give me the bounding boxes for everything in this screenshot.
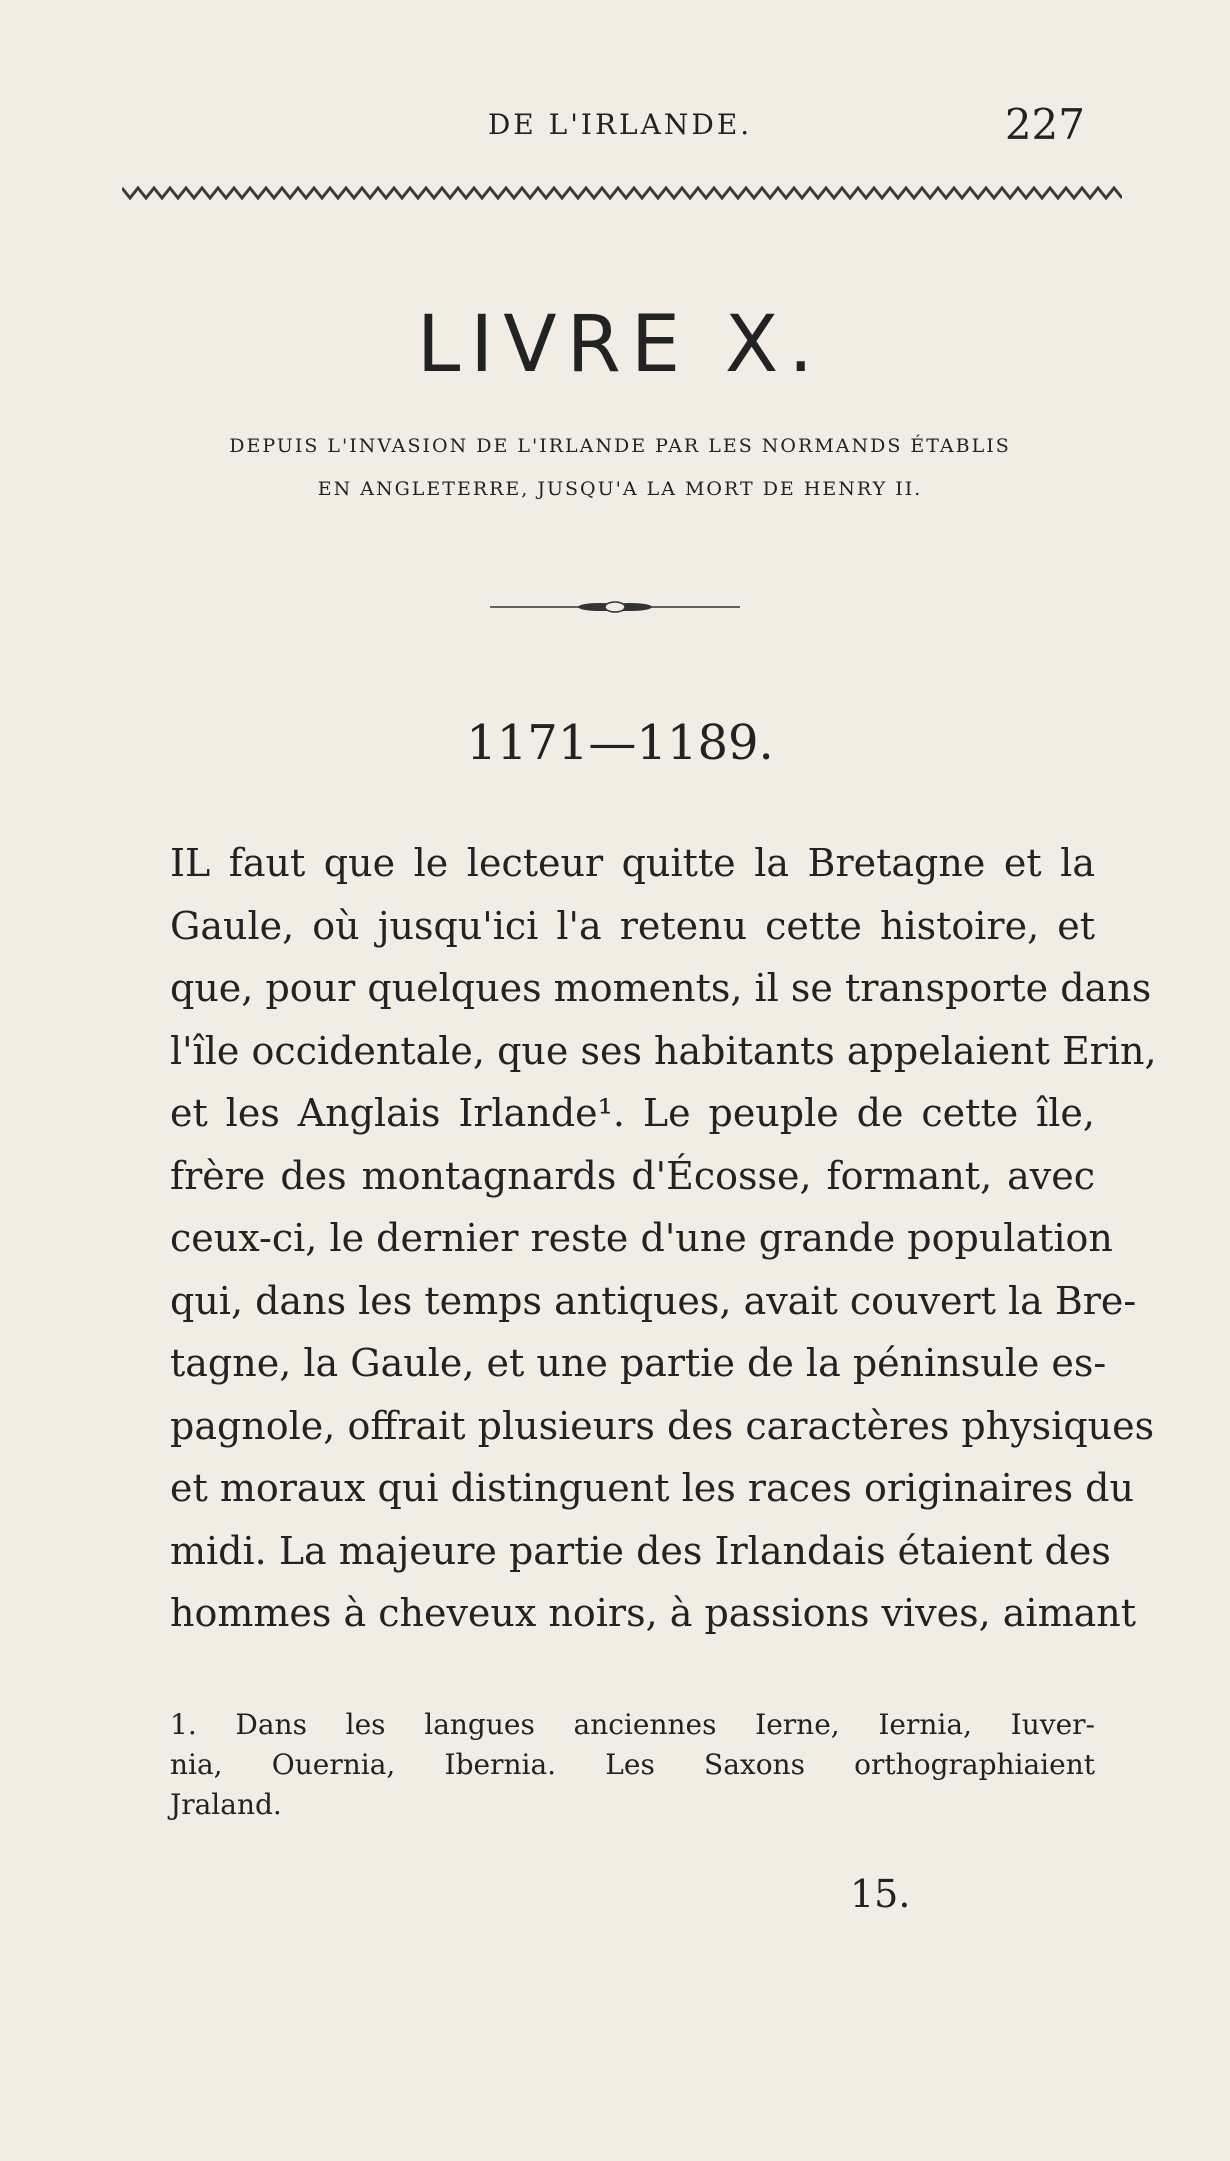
book-subtitle-line2: EN ANGLETERRE, JUSQU'A LA MORT DE HENRY II. [317, 478, 923, 500]
paragraph-line: IL faut que le lecteur quitte la Bretagne et la [170, 841, 1095, 885]
footnote-line: nia, Ouernia, Ibernia. Les Saxons orthographiaient [170, 1748, 1095, 1781]
book-subtitle-line1: DEPUIS L'INVASION DE L'IRLANDE PAR LES NORMANDS ÉTABLIS [229, 435, 1011, 457]
footnote-line: 1. Dans les langues anciennes Ierne, Iernia, Iuver- [170, 1708, 1095, 1741]
footnote [170, 1705, 1095, 1825]
paragraph-line: et les Anglais Irlande¹. Le peuple de cette île, [170, 1091, 1095, 1135]
footnote-line: Jraland. [170, 1788, 282, 1821]
paragraph-line: hommes à cheveux noirs, à passions vives, aimant [170, 1591, 1137, 1635]
book-title: LIVRE X. [416, 300, 824, 390]
paragraph-line: qui, dans les temps antiques, avait couvert la Bre- [170, 1278, 1137, 1323]
paragraph-line: Gaule, où jusqu'ici l'a retenu cette histoire, et [170, 903, 1095, 948]
page-number: 227 [1004, 100, 1085, 149]
paragraph-line: ceux-ci, le dernier reste d'une grande population [170, 1216, 1113, 1260]
paragraph-line: pagnole, offrait plusieurs des caractères physiques [170, 1403, 1155, 1448]
ornamental-divider-icon [490, 598, 740, 610]
paragraph-line: et moraux qui distinguent les races originaires du [170, 1466, 1134, 1510]
paragraph-line: midi. La majeure partie des Irlandais étaient des [170, 1528, 1111, 1573]
date-range: 1171—1189. [466, 715, 774, 771]
signature-mark: 15. [850, 1872, 911, 1916]
paragraph-line: l'île occidentale, que ses habitants appelaient Erin, [170, 1028, 1157, 1073]
page-header [120, 100, 1120, 149]
main-paragraph [170, 832, 1157, 1645]
paragraph-line: que, pour quelques moments, il se transporte dans [170, 966, 1152, 1010]
zigzag-ornament-icon [122, 184, 1122, 202]
paragraph-line: tagne, la Gaule, et une partie de la péninsule es- [170, 1341, 1107, 1385]
running-title: DE L'IRLANDE. [487, 108, 753, 141]
paragraph-line: frère des montagnards d'Écosse, formant, avec [170, 1153, 1095, 1198]
